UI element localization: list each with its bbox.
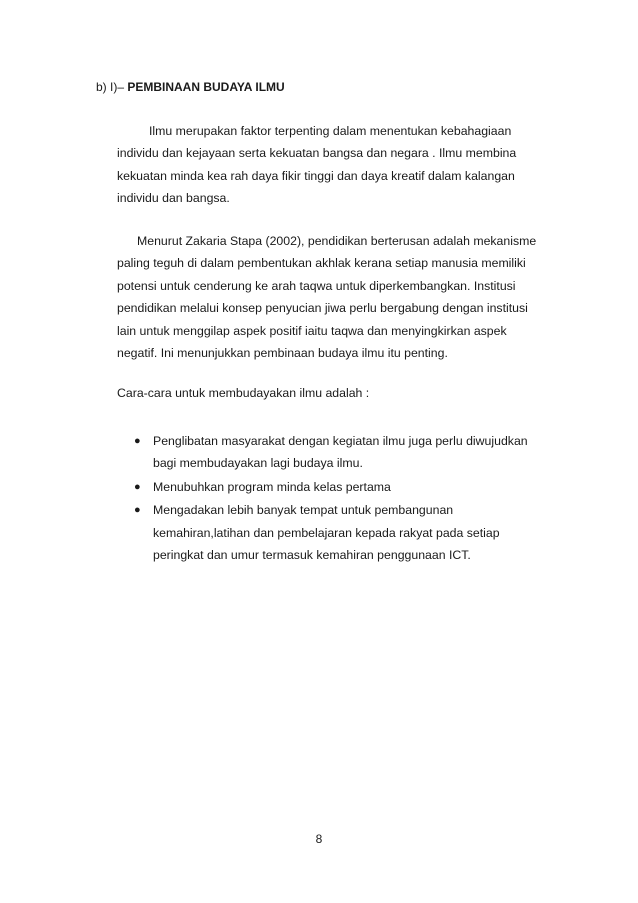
- list-item-line: Menubuhkan program minda kelas pertama: [153, 479, 391, 494]
- list-item-line: peringkat dan umur termasuk kemahiran penggunaan ICT.: [153, 548, 471, 563]
- paragraph-zakaria-stapa: [117, 230, 557, 364]
- paragraph-line: individu dan bangsa.: [117, 191, 230, 206]
- list-item-line: bagi membudayakan lagi budaya ilmu.: [153, 456, 363, 471]
- list-item: [133, 499, 573, 566]
- paragraph-line: pendidikan melalui konsep penyucian jiwa perlu bergabung dengan institusi: [117, 301, 528, 316]
- list-item-line: kemahiran,latihan dan pembelajaran kepada rakyat pada setiap: [153, 525, 500, 540]
- bullet-list: [133, 430, 573, 567]
- list-item: [133, 430, 573, 475]
- list-item-line: Mengadakan lebih banyak tempat untuk pembangunan: [153, 503, 454, 518]
- bullet-icon: ●: [134, 480, 141, 493]
- page-number: 8: [315, 832, 323, 846]
- paragraph-line: lain untuk menggilap aspek positif iaitu taqwa dan menyingkirkan aspek: [117, 323, 507, 338]
- bullet-icon: ●: [134, 504, 141, 517]
- section-number: b) I)–: [96, 80, 128, 94]
- paragraph-line: kekuatan minda kea rah daya fikir tinggi dan daya kreatif dalam kalangan: [117, 168, 515, 183]
- bullet-icon: ●: [134, 435, 141, 447]
- paragraph-ilmu: [117, 120, 557, 210]
- paragraph-line: individu dan kejayaan serta kekuatan bangsa dan negara . Ilmu membina: [117, 146, 517, 161]
- paragraph-line: potensi untuk cenderung ke arah taqwa untuk diperkembangkan. Institusi: [117, 278, 516, 293]
- section-title: PEMBINAAN BUDAYA ILMU: [127, 80, 285, 94]
- paragraph-line: negatif. Ini menunjukkan pembinaan budaya ilmu itu penting.: [117, 346, 448, 361]
- paragraph-line: paling teguh di dalam pembentukan akhlak kerana setiap manusia memiliki: [117, 256, 526, 271]
- paragraph-line: Ilmu merupakan faktor terpenting dalam menentukan kebahagiaan: [149, 124, 512, 138]
- list-item-line: Penglibatan masyarakat dengan kegiatan ilmu juga perlu diwujudkan: [153, 434, 528, 448]
- list-item: [133, 476, 573, 498]
- paragraph-line: Menurut Zakaria Stapa (2002), pendidikan berterusan adalah mekanisme: [137, 234, 537, 248]
- list-intro: Cara-cara untuk membudayakan ilmu adalah :: [117, 386, 370, 400]
- section-heading: [96, 79, 285, 95]
